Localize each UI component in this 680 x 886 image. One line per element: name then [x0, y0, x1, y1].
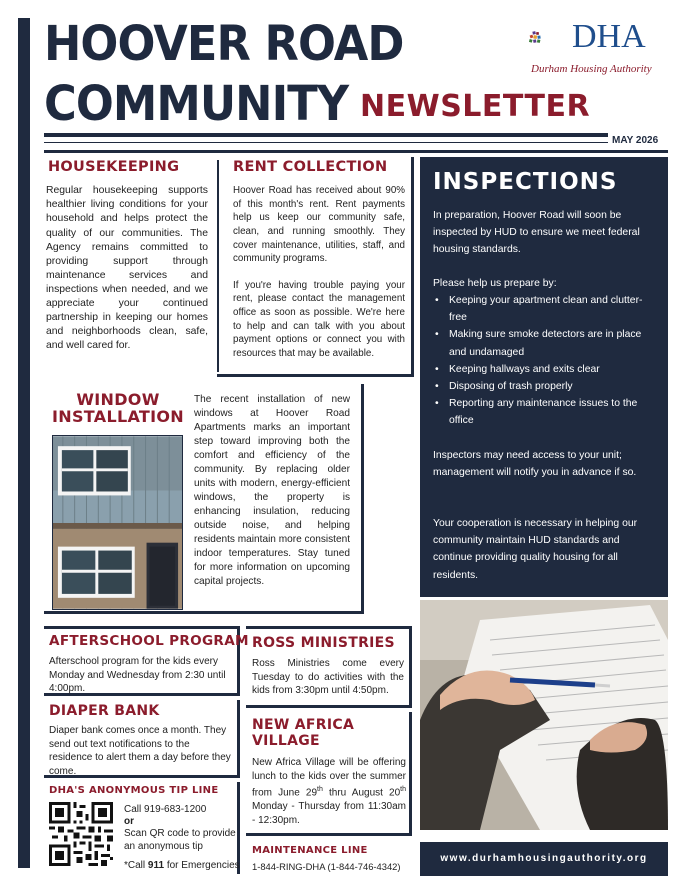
masthead-title-line1: HOOVER ROAD — [44, 16, 404, 72]
window-body: The recent installation of new windows at Hoover Road Apartments marks an important step toward improving both the comfort and efficiency of the community. By replacing older units with modern, energy-efficient windows, the property is enhancing insulation, reducing outside noise, and helping residents maintain more consistent indoor temperatures. Stay tuned for more information on upcoming capital projects. — [194, 394, 350, 587]
africa-body-part2: thru August 20 — [322, 787, 401, 799]
rent-body-2: If you're having trouble paying your rent, please contact the management office as soon as possible. We're here to help and can talk with you about payment options or connect you with resources that may be available. — [233, 279, 405, 359]
afterschool-section — [44, 626, 249, 696]
inspections-closing: Your cooperation is necessary in helping our community maintain HUD standards and continue providing quality housing for all residents. — [433, 518, 638, 581]
dha-logo-icon — [528, 20, 574, 60]
africa-section — [246, 712, 412, 836]
africa-heading-line2: VILLAGE — [252, 733, 320, 749]
window-photo — [52, 435, 183, 610]
africa-body-part1: New Africa Village will be offering lunch to the kids over the summer from June 29 — [252, 757, 406, 799]
dha-logo-subtitle: Durham Housing Authority — [531, 63, 652, 75]
footer-website[interactable]: www.durhamhousingauthority.org — [420, 842, 668, 876]
rent-heading: RENT COLLECTION — [233, 159, 388, 175]
tipline-emergency — [124, 860, 240, 871]
diaper-heading: DIAPER BANK — [49, 703, 160, 719]
tipline-emergency-suffix: for Emergencies — [164, 860, 240, 871]
left-accent-bar — [18, 18, 30, 868]
africa-body-sup2: th — [400, 786, 406, 794]
housekeeping-body: Regular housekeeping supports healthier living conditions for your household and helps protect the quality of our communities. The Agency remains committed to providing support through maintenance services and inspections when needed, and we appreciate your continued partnership in keeping our homes and neighborhoods clean, safe, and well cared for. — [46, 185, 208, 352]
list-item: • Reporting any maintenance issues to the office — [433, 395, 655, 429]
rent-body-1: Hoover Road has received about 90% of this month's rent. Rent payments help us keep our community safe, clean, and running smoothly. They cover maintenance, utilities, staff, and community programs. — [233, 185, 405, 265]
tipline-emergency-prefix: *Call — [124, 860, 148, 871]
africa-body-part3: Monday - Thursday from 11:30am - 12:30pm. — [252, 801, 406, 826]
tipline-heading: DHA'S ANONYMOUS TIP LINE — [49, 785, 219, 796]
list-item: • Making sure smoke detectors are in place and undamaged — [433, 326, 655, 360]
maintenance-section — [246, 840, 412, 876]
masthead-title-line2: COMMUNITY — [44, 76, 349, 132]
list-item: • Disposing of trash properly — [433, 378, 655, 395]
inspections-access: Inspectors may need access to your unit; management will notify you in advance if so. — [433, 450, 637, 479]
africa-body-sup1: th — [317, 786, 323, 794]
column-divider — [217, 160, 219, 372]
tipline-emergency-number: 911 — [147, 860, 165, 871]
inspections-list — [433, 292, 655, 430]
diaper-section — [44, 700, 240, 778]
qr-code-icon[interactable] — [49, 802, 113, 866]
maintenance-heading: MAINTENANCE LINE — [252, 845, 368, 856]
africa-heading-line1: NEW AFRICA — [252, 717, 355, 733]
ross-section — [246, 626, 412, 708]
window-heading — [52, 392, 184, 426]
list-item: • Keeping hallways and exits clear — [433, 361, 655, 378]
window-heading-line1: WINDOW — [76, 390, 160, 409]
masthead-rule — [44, 133, 608, 137]
housekeeping-heading: HOUSEKEEPING — [48, 159, 180, 175]
inspection-photo — [420, 600, 668, 830]
section-rule — [44, 150, 668, 153]
inspections-intro: In preparation, Hoover Road will soon be inspected by HUD to ensure we meet federal housing standards. — [433, 210, 640, 256]
tipline-or: or — [124, 816, 134, 827]
dha-logo-text: DHA — [572, 18, 646, 55]
window-heading-line2: INSTALLATION — [52, 406, 184, 426]
rent-collection-section — [233, 160, 405, 360]
tipline-call[interactable]: Call 919-683-1200 — [124, 804, 207, 815]
housekeeping-section — [46, 160, 208, 353]
masthead-title-line3: NEWSLETTER — [360, 89, 591, 124]
rent-box-right-border — [411, 157, 414, 377]
inspections-list-intro: Please help us prepare by: — [433, 278, 557, 289]
inspections-heading: INSPECTIONS — [433, 169, 618, 195]
diaper-body: Diaper bank comes once a month. They send out text notifications to the residence to alert them a day before they come. — [49, 725, 231, 777]
maintenance-number[interactable]: 1-844-RING-DHA (1-844-746-4342) — [252, 861, 401, 872]
list-item: • Keeping your apartment clean and clutter-free — [433, 292, 655, 326]
africa-body — [252, 756, 406, 827]
tipline-section — [44, 782, 240, 874]
afterschool-heading: AFTERSCHOOL PROGRAM — [49, 633, 249, 649]
afterschool-body: Afterschool program for the kids every Monday and Wednesday from 2:30 until 4:00pm. — [49, 656, 226, 694]
ross-body: Ross Ministries come every Tuesday to do activities with the kids from 3:30pm until 4:50pm. — [252, 658, 404, 696]
ross-heading: ROSS MINISTRIES — [252, 635, 395, 651]
rent-box-bottom-border — [217, 374, 414, 377]
tipline-scan: Scan QR code to provide an anonymous tip — [124, 828, 236, 852]
inspections-panel — [420, 157, 668, 597]
masthead-rule-thin — [44, 142, 608, 143]
issue-date: MAY 2026 — [612, 135, 659, 146]
